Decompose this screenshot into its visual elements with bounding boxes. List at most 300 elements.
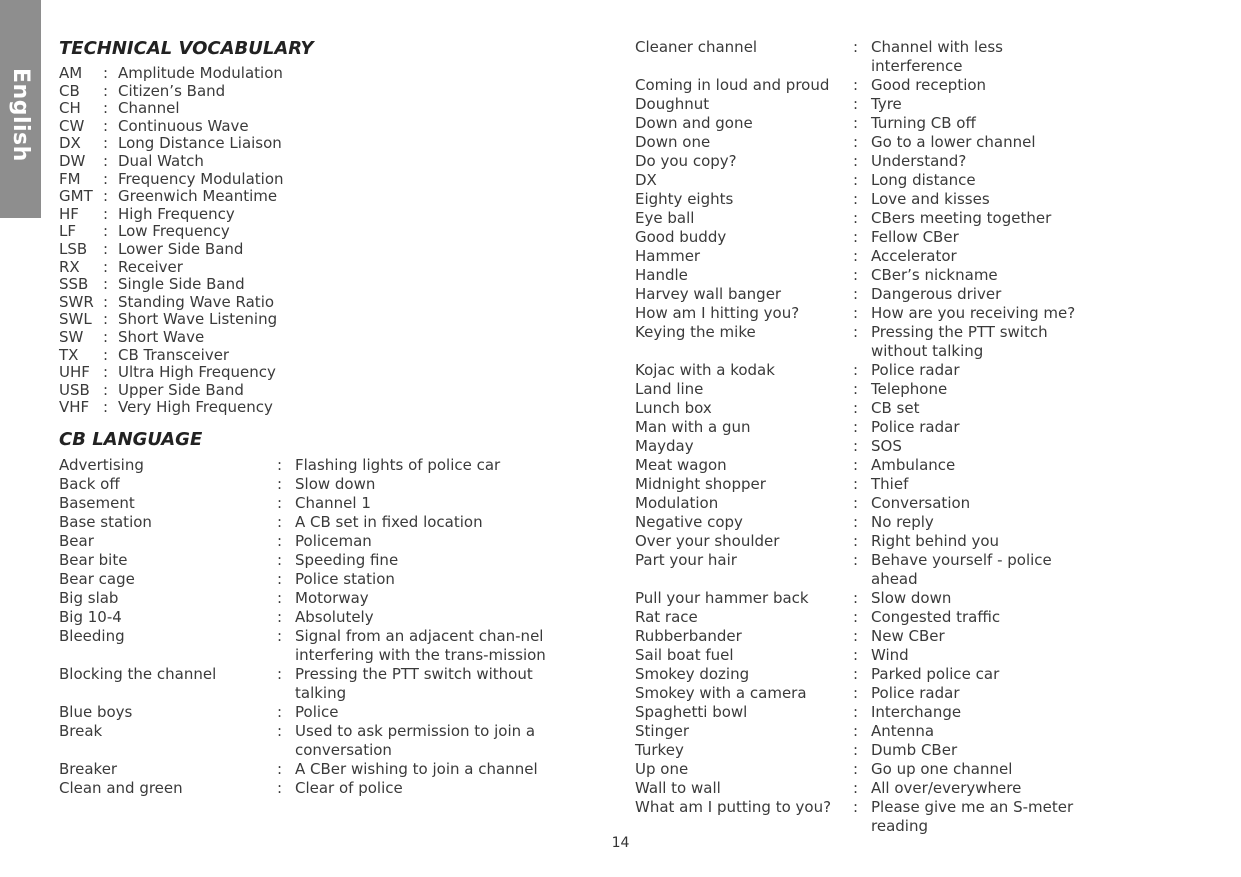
cb-term: Handle [635,266,688,284]
cb-term-meaning: Interchange [871,703,962,721]
cb-term-row [635,779,1105,798]
separator-colon: : [103,222,109,241]
cb-term-row [635,114,1105,133]
cb-term-meaning: CBers meeting together [871,209,1052,227]
cb-term-meaning: A CBer wishing to join a channel [295,760,538,778]
cb-term: Bear bite [59,551,128,569]
cb-term: Man with a gun [635,418,751,436]
abbreviation-meaning: Low Frequency [118,222,230,241]
cb-term-meaning: Motorway [295,589,369,607]
abbreviation: UHF [59,363,90,382]
cb-language-heading: CB LANGUAGE [59,429,203,450]
cb-term: How am I hitting you? [635,304,800,322]
cb-term-meaning: Pressing the PTT switch without talking [871,323,1048,360]
abbreviation: CW [59,116,85,135]
cb-term-meaning: Right behind you [871,532,1000,550]
separator-colon: : [103,257,109,276]
separator-colon: : [853,247,859,265]
cb-term: Break [59,722,103,740]
cb-term-row [635,304,1105,323]
abbreviation: CB [59,81,80,100]
vocabulary-row [59,171,339,189]
cb-term-row [635,722,1105,741]
separator-colon: : [277,513,283,531]
cb-term-row [635,456,1105,475]
cb-term-meaning: No reply [871,513,934,531]
abbreviation-meaning: Long Distance Liaison [118,134,282,153]
vocabulary-row [59,188,339,206]
vocabulary-row [59,347,339,365]
cb-term-row [59,589,579,608]
abbreviation: DX [59,134,81,153]
cb-term-meaning: Channel 1 [295,494,371,512]
separator-colon: : [853,304,859,322]
cb-term-row [635,228,1105,247]
abbreviation: DW [59,151,86,170]
cb-term: Down one [635,133,711,151]
cb-term-meaning: Ambulance [871,456,956,474]
cb-term: Modulation [635,494,719,512]
separator-colon: : [103,327,109,346]
cb-term-meaning: Conversation [871,494,971,512]
cb-term-row [635,418,1105,437]
separator-colon: : [853,779,859,797]
vocabulary-row [59,241,339,259]
separator-colon: : [853,646,859,664]
cb-term-row [59,665,579,703]
abbreviation: TX [59,345,79,364]
cb-term-row [635,475,1105,494]
abbreviation: SSB [59,275,89,294]
vocabulary-row [59,294,339,312]
separator-colon: : [103,169,109,188]
vocabulary-row [59,259,339,277]
separator-colon: : [277,608,283,626]
cb-term-meaning: SOS [871,437,902,455]
abbreviation-meaning: High Frequency [118,204,235,223]
separator-colon: : [103,380,109,399]
separator-colon: : [853,266,859,284]
cb-term: Up one [635,760,689,778]
cb-term-meaning: Good reception [871,76,987,94]
separator-colon: : [277,722,283,740]
language-side-tab [0,0,41,218]
cb-term-row [635,171,1105,190]
cb-term-meaning: All over/everywhere [871,779,1022,797]
separator-colon: : [853,589,859,607]
cb-term-row [635,76,1105,95]
separator-colon: : [853,494,859,512]
cb-term: Advertising [59,456,144,474]
cb-term: DX [635,171,657,189]
separator-colon: : [853,798,859,816]
separator-colon: : [277,570,283,588]
cb-term-row [59,722,579,760]
separator-colon: : [277,627,283,645]
cb-term-meaning: Channel with less interference [871,38,1003,75]
abbreviation: HF [59,204,79,223]
cb-term-row [635,532,1105,551]
separator-colon: : [103,116,109,135]
cb-term: Turkey [635,741,684,759]
cb-term-row [635,665,1105,684]
separator-colon: : [103,292,109,311]
technical-vocabulary-heading: TECHNICAL VOCABULARY [59,38,314,59]
abbreviation-meaning: Very High Frequency [118,398,273,417]
separator-colon: : [853,285,859,303]
cb-term-meaning: Police station [295,570,395,588]
separator-colon: : [853,76,859,94]
abbreviation-meaning: Amplitude Modulation [118,64,283,82]
abbreviation-meaning: Short Wave [118,327,205,346]
cb-term: Basement [59,494,135,512]
cb-term: Keying the mike [635,323,756,341]
cb-term-meaning: Wind [871,646,909,664]
separator-colon: : [853,95,859,113]
separator-colon: : [853,114,859,132]
abbreviation: CH [59,99,81,118]
cb-term-meaning: Behave yourself - police ahead [871,551,1052,588]
cb-term-row [635,152,1105,171]
cb-term: Blue boys [59,703,133,721]
cb-term-meaning: Police [295,703,339,721]
cb-term: Big slab [59,589,119,607]
cb-term: Negative copy [635,513,743,531]
abbreviation-meaning: Channel [118,99,180,118]
separator-colon: : [853,190,859,208]
separator-colon: : [853,684,859,702]
cb-term-row [635,703,1105,722]
separator-colon: : [853,361,859,379]
cb-term: Lunch box [635,399,712,417]
cb-term-row [635,209,1105,228]
separator-colon: : [103,398,109,417]
technical-vocabulary-list [59,65,339,417]
cb-term: Bleeding [59,627,125,645]
cb-term: Over your shoulder [635,532,780,550]
abbreviation-meaning: Lower Side Band [118,239,244,258]
cb-term: Hammer [635,247,701,265]
abbreviation-meaning: Single Side Band [118,275,245,294]
separator-colon: : [853,722,859,740]
cb-language-list-right [635,38,1105,836]
cb-term-row [635,361,1105,380]
cb-term: Eighty eights [635,190,734,208]
cb-term-row [635,323,1105,361]
separator-colon: : [853,152,859,170]
separator-colon: : [103,275,109,294]
cb-term: Bear cage [59,570,135,588]
abbreviation: RX [59,257,80,276]
cb-term-meaning: Clear of police [295,779,403,797]
cb-term-meaning: Absolutely [295,608,374,626]
cb-term-row [59,627,579,665]
abbreviation-meaning: CB Transceiver [118,345,230,364]
vocabulary-row [59,311,339,329]
cb-term-row [59,532,579,551]
separator-colon: : [853,665,859,683]
cb-term: What am I putting to you? [635,798,832,816]
abbreviation-meaning: Ultra High Frequency [118,363,276,382]
separator-colon: : [103,64,109,82]
cb-term-row [59,570,579,589]
cb-term-meaning: Thief [871,475,909,493]
cb-term: Breaker [59,760,118,778]
separator-colon: : [103,99,109,118]
cb-term: Back off [59,475,120,493]
cb-term-meaning: Dangerous driver [871,285,1002,303]
vocabulary-row [59,364,339,382]
cb-language-list-left [59,456,579,798]
vocabulary-row [59,329,339,347]
abbreviation: GMT [59,187,93,206]
cb-term-meaning: Go to a lower channel [871,133,1036,151]
vocabulary-row [59,65,339,83]
separator-colon: : [277,589,283,607]
cb-term-meaning: Police radar [871,684,960,702]
cb-term-meaning: Signal from an adjacent chan-nel interfering with the trans-mission [295,627,546,664]
separator-colon: : [103,310,109,329]
cb-term-row [635,190,1105,209]
cb-term-row [59,475,579,494]
abbreviation: LF [59,222,76,241]
separator-colon: : [853,133,859,151]
separator-colon: : [853,171,859,189]
separator-colon: : [277,551,283,569]
vocabulary-row [59,100,339,118]
separator-colon: : [853,380,859,398]
separator-colon: : [277,494,283,512]
cb-term-meaning: Telephone [871,380,948,398]
separator-colon: : [103,187,109,206]
cb-term: Rat race [635,608,698,626]
separator-colon: : [853,475,859,493]
vocabulary-row [59,206,339,224]
separator-colon: : [853,608,859,626]
cb-term-meaning: Please give me an S-meter reading [871,798,1074,835]
cb-term-row [635,266,1105,285]
abbreviation-meaning: Upper Side Band [118,380,244,399]
cb-term: Base station [59,513,152,531]
separator-colon: : [853,323,859,341]
separator-colon: : [103,151,109,170]
separator-colon: : [103,239,109,258]
vocabulary-row [59,223,339,241]
cb-term: Part your hair [635,551,737,569]
cb-term: Smokey with a camera [635,684,807,702]
separator-colon: : [103,345,109,364]
cb-term: Midnight shopper [635,475,766,493]
abbreviation: AM [59,64,83,82]
cb-term-row [635,247,1105,266]
cb-term-meaning: Accelerator [871,247,957,265]
cb-term-meaning: Pressing the PTT switch without talking [295,665,533,702]
cb-term-row [635,741,1105,760]
abbreviation: SW [59,327,84,346]
separator-colon: : [103,363,109,382]
cb-term: Stinger [635,722,689,740]
cb-term-row [635,798,1105,836]
cb-term-meaning: CBer’s nickname [871,266,998,284]
language-tab-label: English [8,68,33,162]
cb-term-meaning: Police radar [871,418,960,436]
cb-term-row [635,551,1105,589]
cb-term-row [59,494,579,513]
cb-term-row [635,285,1105,304]
cb-term-meaning: Understand? [871,152,967,170]
cb-term-row [635,760,1105,779]
separator-colon: : [277,760,283,778]
cb-term-meaning: Long distance [871,171,976,189]
cb-term: Smokey dozing [635,665,750,683]
cb-term-meaning: CB set [871,399,920,417]
cb-term-row [635,627,1105,646]
vocabulary-row [59,153,339,171]
cb-term-row [635,399,1105,418]
vocabulary-row [59,399,339,417]
abbreviation: LSB [59,239,88,258]
separator-colon: : [853,38,859,56]
separator-colon: : [277,532,283,550]
cb-term: Bear [59,532,94,550]
separator-colon: : [853,437,859,455]
cb-term: Spaghetti bowl [635,703,748,721]
cb-term: Kojac with a kodak [635,361,775,379]
cb-term: Eye ball [635,209,695,227]
cb-term-meaning: Police radar [871,361,960,379]
cb-term-row [59,456,579,475]
cb-term-row [635,513,1105,532]
cb-term: Sail boat fuel [635,646,734,664]
separator-colon: : [853,228,859,246]
abbreviation: SWL [59,310,92,329]
cb-term: Harvey wall banger [635,285,782,303]
cb-term: Wall to wall [635,779,721,797]
separator-colon: : [277,475,283,493]
cb-term-row [635,494,1105,513]
cb-term-row [635,380,1105,399]
cb-term-meaning: Flashing lights of police car [295,456,501,474]
cb-term-row [59,551,579,570]
separator-colon: : [853,760,859,778]
abbreviation-meaning: Dual Watch [118,151,204,170]
vocabulary-row [59,83,339,101]
cb-term: Clean and green [59,779,183,797]
separator-colon: : [853,703,859,721]
cb-term-meaning: Love and kisses [871,190,990,208]
separator-colon: : [853,741,859,759]
cb-term-meaning: A CB set in fixed location [295,513,483,531]
cb-term: Pull your hammer back [635,589,809,607]
cb-term: Mayday [635,437,694,455]
cb-term-meaning: Go up one channel [871,760,1013,778]
cb-term-meaning: Slow down [295,475,376,493]
cb-term-meaning: Turning CB off [871,114,976,132]
cb-term: Land line [635,380,704,398]
separator-colon: : [103,134,109,153]
cb-term-row [59,513,579,532]
cb-term-meaning: Speeding fine [295,551,399,569]
cb-term: Down and gone [635,114,753,132]
abbreviation-meaning: Continuous Wave [118,116,249,135]
cb-term-row [635,133,1105,152]
cb-term: Good buddy [635,228,727,246]
cb-term: Rubberbander [635,627,742,645]
cb-term-row [59,779,579,798]
cb-term: Doughnut [635,95,710,113]
cb-term-row [59,703,579,722]
separator-colon: : [853,209,859,227]
cb-term: Blocking the channel [59,665,217,683]
separator-colon: : [853,399,859,417]
cb-term-row [635,38,1105,76]
abbreviation-meaning: Standing Wave Ratio [118,292,275,311]
separator-colon: : [853,532,859,550]
vocabulary-row [59,276,339,294]
cb-term: Meat wagon [635,456,727,474]
separator-colon: : [277,779,283,797]
separator-colon: : [853,513,859,531]
cb-term-row [635,608,1105,627]
cb-term-meaning: Tyre [871,95,902,113]
separator-colon: : [277,665,283,683]
vocabulary-row [59,382,339,400]
separator-colon: : [277,703,283,721]
cb-term-row [635,684,1105,703]
cb-term: Cleaner channel [635,38,758,56]
abbreviation: USB [59,380,90,399]
separator-colon: : [103,204,109,223]
cb-term-meaning: How are you receiving me? [871,304,1076,322]
cb-term-row [59,608,579,627]
abbreviation-meaning: Greenwich Meantime [118,187,278,206]
cb-term: Do you copy? [635,152,737,170]
cb-term-meaning: Fellow CBer [871,228,959,246]
page-number: 14 [611,835,630,851]
cb-term-meaning: Antenna [871,722,935,740]
separator-colon: : [853,418,859,436]
cb-term-row [635,646,1105,665]
cb-term: Big 10-4 [59,608,122,626]
separator-colon: : [103,81,109,100]
abbreviation-meaning: Citizen’s Band [118,81,226,100]
cb-term-meaning: Policeman [295,532,372,550]
abbreviation: VHF [59,398,90,417]
cb-term-meaning: Congested traffic [871,608,1001,626]
vocabulary-row [59,135,339,153]
cb-term-row [635,589,1105,608]
abbreviation-meaning: Frequency Modulation [118,169,284,188]
abbreviation-meaning: Receiver [118,257,183,276]
abbreviation: FM [59,169,81,188]
abbreviation: SWR [59,292,94,311]
cb-term-row [59,760,579,779]
cb-term-meaning: New CBer [871,627,945,645]
cb-term-row [635,437,1105,456]
cb-term-meaning: Slow down [871,589,952,607]
cb-term-row [635,95,1105,114]
cb-term-meaning: Parked police car [871,665,1000,683]
cb-term-meaning: Dumb CBer [871,741,958,759]
separator-colon: : [277,456,283,474]
cb-term-meaning: Used to ask permission to join a conversation [295,722,536,759]
abbreviation-meaning: Short Wave Listening [118,310,278,329]
vocabulary-row [59,118,339,136]
cb-term: Coming in loud and proud [635,76,830,94]
separator-colon: : [853,627,859,645]
separator-colon: : [853,551,859,569]
separator-colon: : [853,456,859,474]
